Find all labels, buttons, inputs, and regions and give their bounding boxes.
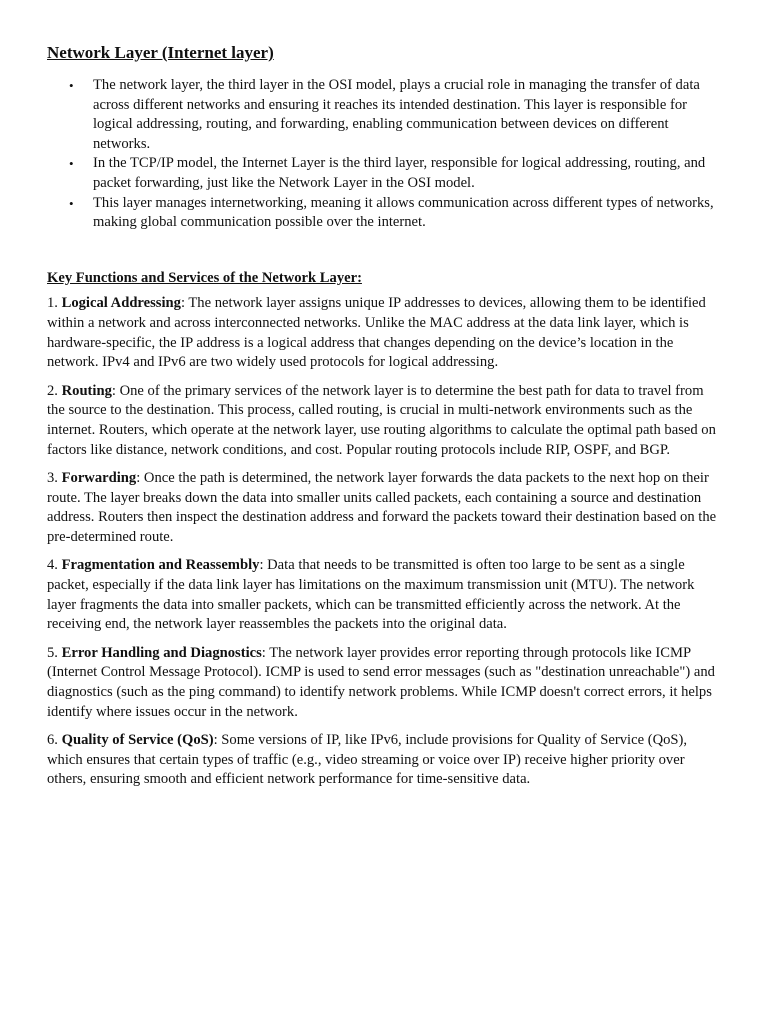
function-number: 5. bbox=[47, 644, 58, 661]
function-name: Error Handling and Diagnostics bbox=[61, 644, 262, 661]
bullet-text: In the TCP/IP model, the Internet Layer is the third layer, responsible for logical addressing, routing, and packet forwarding, just like the Network Layer in the OSI model. bbox=[93, 155, 706, 191]
function-item-logical-addressing bbox=[47, 294, 721, 372]
function-text: : One of the primary services of the network layer is to determine the best path for data to travel from the source to the destination. This process, called routing, is crucial in multi-network environments such as the internet. Routers, which operate at the network layer, use routing algorithms to calculate the optimal path based on factors like distance, network conditions, and cost. Popular routing protocols include RIP, OSPF, and BGP. bbox=[47, 382, 716, 458]
document-title: Network Layer (Internet layer) bbox=[47, 43, 274, 62]
bullet-item bbox=[47, 154, 721, 193]
function-text: : Once the path is determined, the network layer forwards the data packets to the next hop on their route. The layer breaks down the data into smaller units called packets, each containing a source and destination address. Routers then inspect the destination address and forward the packets toward their destination based on the pre-determined route. bbox=[47, 470, 717, 545]
bullet-text: The network layer, the third layer in the OSI model, plays a crucial role in managing the transfer of data across different networks and ensuring it reaches its intended destination. This layer is responsible for logical addressing, routing, and forwarding, enabling communication between devices on different networks. bbox=[93, 77, 700, 152]
bullet-icon: • bbox=[69, 195, 74, 211]
function-text: : The network layer assigns unique IP addresses to devices, allowing them to be identified within a network and across interconnected networks. Unlike the MAC address at the data link layer, which is hardware-specific, the IP address is a logical address that changes depending on the device’s location in the network. IPv4 and IPv6 are two widely used protocols for logical addressing. bbox=[47, 295, 706, 371]
bullet-item bbox=[47, 194, 721, 233]
function-name: Logical Addressing bbox=[61, 295, 181, 312]
function-text: : The network layer provides error reporting through protocols like ICMP (Internet Control Message Protocol). ICMP is used to send error messages (such as "destination unreachable") and diagnostics (such as the ping command) to identify network problems. While ICMP doesn't correct errors, it helps identify where issues occur in the network. bbox=[47, 644, 715, 720]
document-page bbox=[47, 42, 721, 799]
section-heading: Key Functions and Services of the Network Layer: bbox=[47, 269, 362, 286]
function-item-forwarding bbox=[47, 469, 721, 547]
bullet-item bbox=[47, 76, 721, 154]
bullet-icon: • bbox=[69, 156, 74, 172]
function-item-routing bbox=[47, 382, 721, 460]
bullet-text: This layer manages internetworking, meaning it allows communication across different types of networks, making global communication possible over the internet. bbox=[93, 194, 714, 231]
function-name: Routing bbox=[61, 382, 112, 399]
function-number: 4. bbox=[47, 557, 58, 574]
function-item-qos bbox=[47, 731, 721, 790]
function-number: 1. bbox=[47, 295, 58, 312]
function-number: 6. bbox=[47, 732, 58, 749]
function-number: 3. bbox=[47, 470, 58, 487]
function-name: Fragmentation and Reassembly bbox=[61, 557, 260, 574]
function-item-fragmentation bbox=[47, 556, 721, 634]
function-number: 2. bbox=[47, 382, 58, 399]
function-text: : Data that needs to be transmitted is often too large to be sent as a single packet, especially if the data link layer has limitations on the maximum transmission unit (MTU). The network layer fragments the data into smaller packets, which can be transmitted efficiently across the network. At the receiving end, the network layer reassembles the packets into the original data. bbox=[47, 557, 695, 633]
bullet-icon: • bbox=[69, 78, 74, 93]
function-item-error-handling bbox=[47, 644, 721, 722]
function-name: Forwarding bbox=[61, 470, 137, 487]
intro-bullet-list bbox=[47, 76, 721, 233]
function-name: Quality of Service (QoS) bbox=[61, 732, 214, 749]
function-text: : Some versions of IP, like IPv6, include provisions for Quality of Service (QoS), which ensures that certain types of traffic (e.g., video streaming or voice over IP) receive higher priority over others, ensuring smooth and efficient network performance for time-sensitive data. bbox=[47, 732, 688, 788]
